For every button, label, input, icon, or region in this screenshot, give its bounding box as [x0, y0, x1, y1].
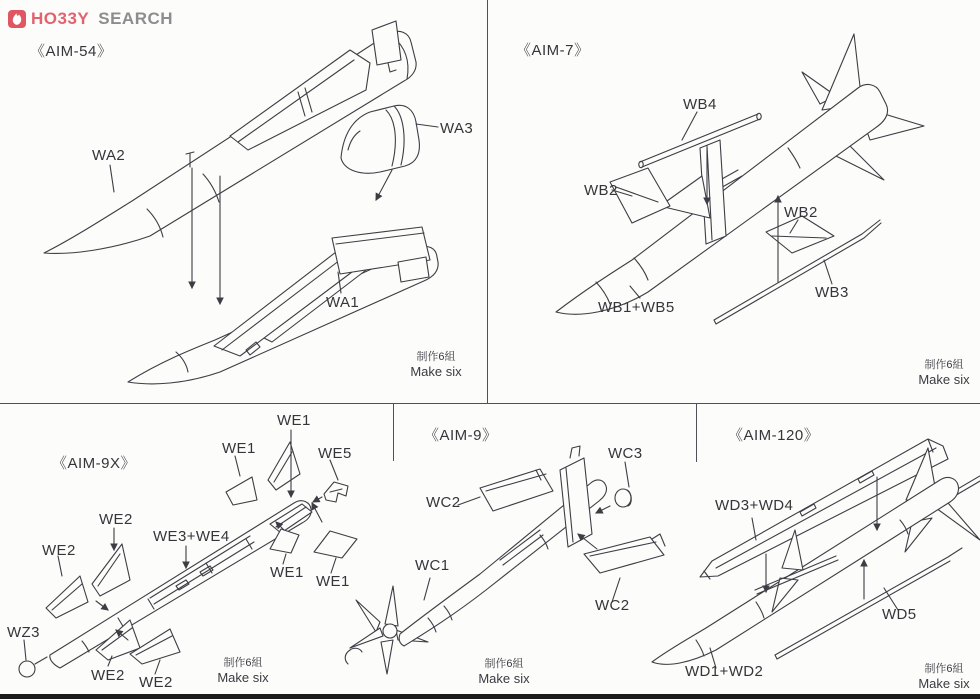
make-note-cn: 制作6組 [924, 359, 964, 371]
make-note-cn: 制作6組 [484, 658, 524, 670]
panel-title-aim9: 《AIM-9》 [424, 427, 498, 444]
divider-top-panels [487, 0, 488, 403]
part-label-we1-a: WE1 [222, 440, 256, 457]
aim9-drawing [345, 446, 665, 674]
part-label-wc2-left: WC2 [426, 494, 461, 511]
part-label-wd5: WD5 [882, 606, 917, 623]
part-label-we1-d: WE1 [316, 573, 350, 590]
part-label-we2-d: WE2 [139, 674, 173, 691]
panel-title-aim54: 《AIM-54》 [30, 43, 113, 60]
logo-text-search: SEARCH [98, 9, 174, 28]
make-note-aim9x [197, 657, 289, 685]
part-label-wd3-wd4: WD3+WD4 [715, 497, 794, 514]
aim120-drawing [652, 439, 980, 668]
part-label-we2-b: WE2 [42, 542, 76, 559]
make-note-cn: 制作6組 [416, 351, 456, 363]
part-label-wa2: WA2 [92, 147, 126, 164]
part-label-we1-c: WE1 [270, 564, 304, 581]
logo-text-hobby: HO33Y [31, 9, 90, 28]
make-note-aim54 [390, 351, 482, 379]
make-note-en: Make six [918, 372, 970, 387]
footer-bar [0, 694, 980, 699]
part-label-wa3: WA3 [440, 120, 474, 137]
part-label-wb2-left: WB2 [584, 182, 618, 199]
part-label-wc2-right: WC2 [595, 597, 630, 614]
aim7-drawing [556, 34, 924, 324]
part-label-wb4: WB4 [683, 96, 717, 113]
part-label-wb2-right: WB2 [784, 204, 818, 221]
aim54-drawing [44, 21, 438, 384]
part-label-we5: WE5 [318, 445, 352, 462]
part-label-wc1: WC1 [415, 557, 450, 574]
divider-aim9-aim120 [696, 404, 697, 462]
part-label-wa1: WA1 [326, 294, 360, 311]
make-note-en: Make six [918, 676, 970, 691]
part-label-wd1-wd2: WD1+WD2 [685, 663, 764, 680]
divider-horizontal [0, 403, 980, 404]
make-note-en: Make six [478, 671, 530, 686]
make-note-cn: 制作6組 [223, 657, 263, 669]
part-label-we2-a: WE2 [99, 511, 133, 528]
make-note-cn: 制作6組 [924, 663, 964, 675]
part-label-wz3: WZ3 [7, 624, 40, 641]
part-label-wb1-wb5: WB1+WB5 [598, 299, 675, 316]
part-label-wb3: WB3 [815, 284, 849, 301]
part-label-wc3: WC3 [608, 445, 643, 462]
part-label-we2-c: WE2 [91, 667, 125, 684]
panel-title-aim120: 《AIM-120》 [728, 427, 820, 444]
hobby-search-logo [8, 9, 173, 29]
flame-icon [8, 10, 26, 28]
divider-aim9x-aim9 [393, 404, 394, 461]
panel-title-aim7: 《AIM-7》 [516, 42, 590, 59]
part-label-we3-we4: WE3+WE4 [153, 528, 230, 545]
make-note-aim9 [458, 658, 550, 686]
make-note-en: Make six [410, 364, 462, 379]
make-note-aim7 [898, 359, 980, 387]
make-note-en: Make six [217, 670, 269, 685]
make-note-aim120 [898, 663, 980, 691]
panel-title-aim9x: 《AIM-9X》 [52, 455, 137, 472]
part-label-we1-b: WE1 [277, 412, 311, 429]
